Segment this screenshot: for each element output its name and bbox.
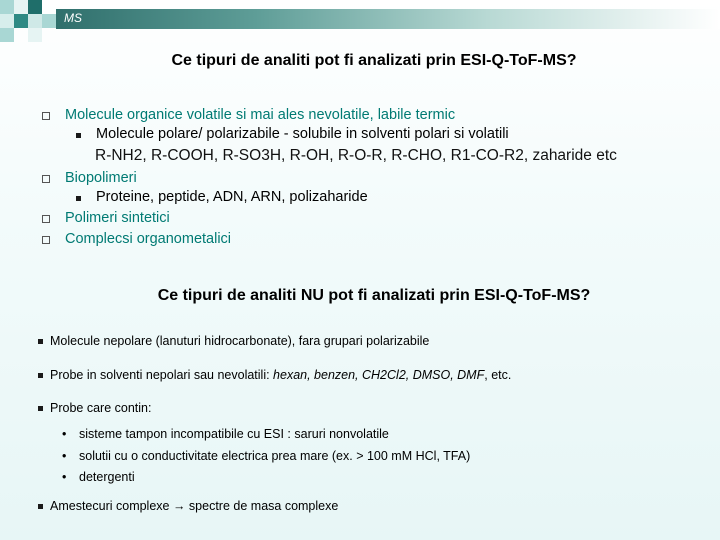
bullet-icon: • bbox=[62, 449, 67, 463]
formula-list: R-NH2, R-COOH, R-SO3H, R-OH, R-O-R, R-CHO, R1-CO-R2, zaharide etc bbox=[95, 147, 617, 164]
square-outline-bullet-icon bbox=[42, 236, 50, 244]
square-outline-bullet-icon bbox=[42, 175, 50, 183]
square-outline-bullet-icon bbox=[42, 112, 50, 120]
square-bullet-icon bbox=[38, 406, 43, 411]
square-bullet-icon bbox=[38, 373, 43, 378]
section2-title: Ce tipuri de analiti NU pot fi analizati prin ESI-Q-ToF-MS? bbox=[157, 287, 591, 304]
square-bullet-icon bbox=[76, 196, 81, 201]
bullet-icon: • bbox=[62, 470, 67, 484]
section1-title: Ce tipuri de analiti pot fi analizati prin ESI-Q-ToF-MS? bbox=[171, 52, 577, 69]
square-bullet-icon bbox=[38, 339, 43, 344]
bullet-icon: • bbox=[62, 427, 67, 441]
square-bullet-icon bbox=[76, 133, 81, 138]
square-bullet-icon bbox=[38, 504, 43, 509]
header-label: MS bbox=[64, 11, 82, 25]
square-outline-bullet-icon bbox=[42, 215, 50, 223]
header-bar bbox=[56, 9, 720, 29]
